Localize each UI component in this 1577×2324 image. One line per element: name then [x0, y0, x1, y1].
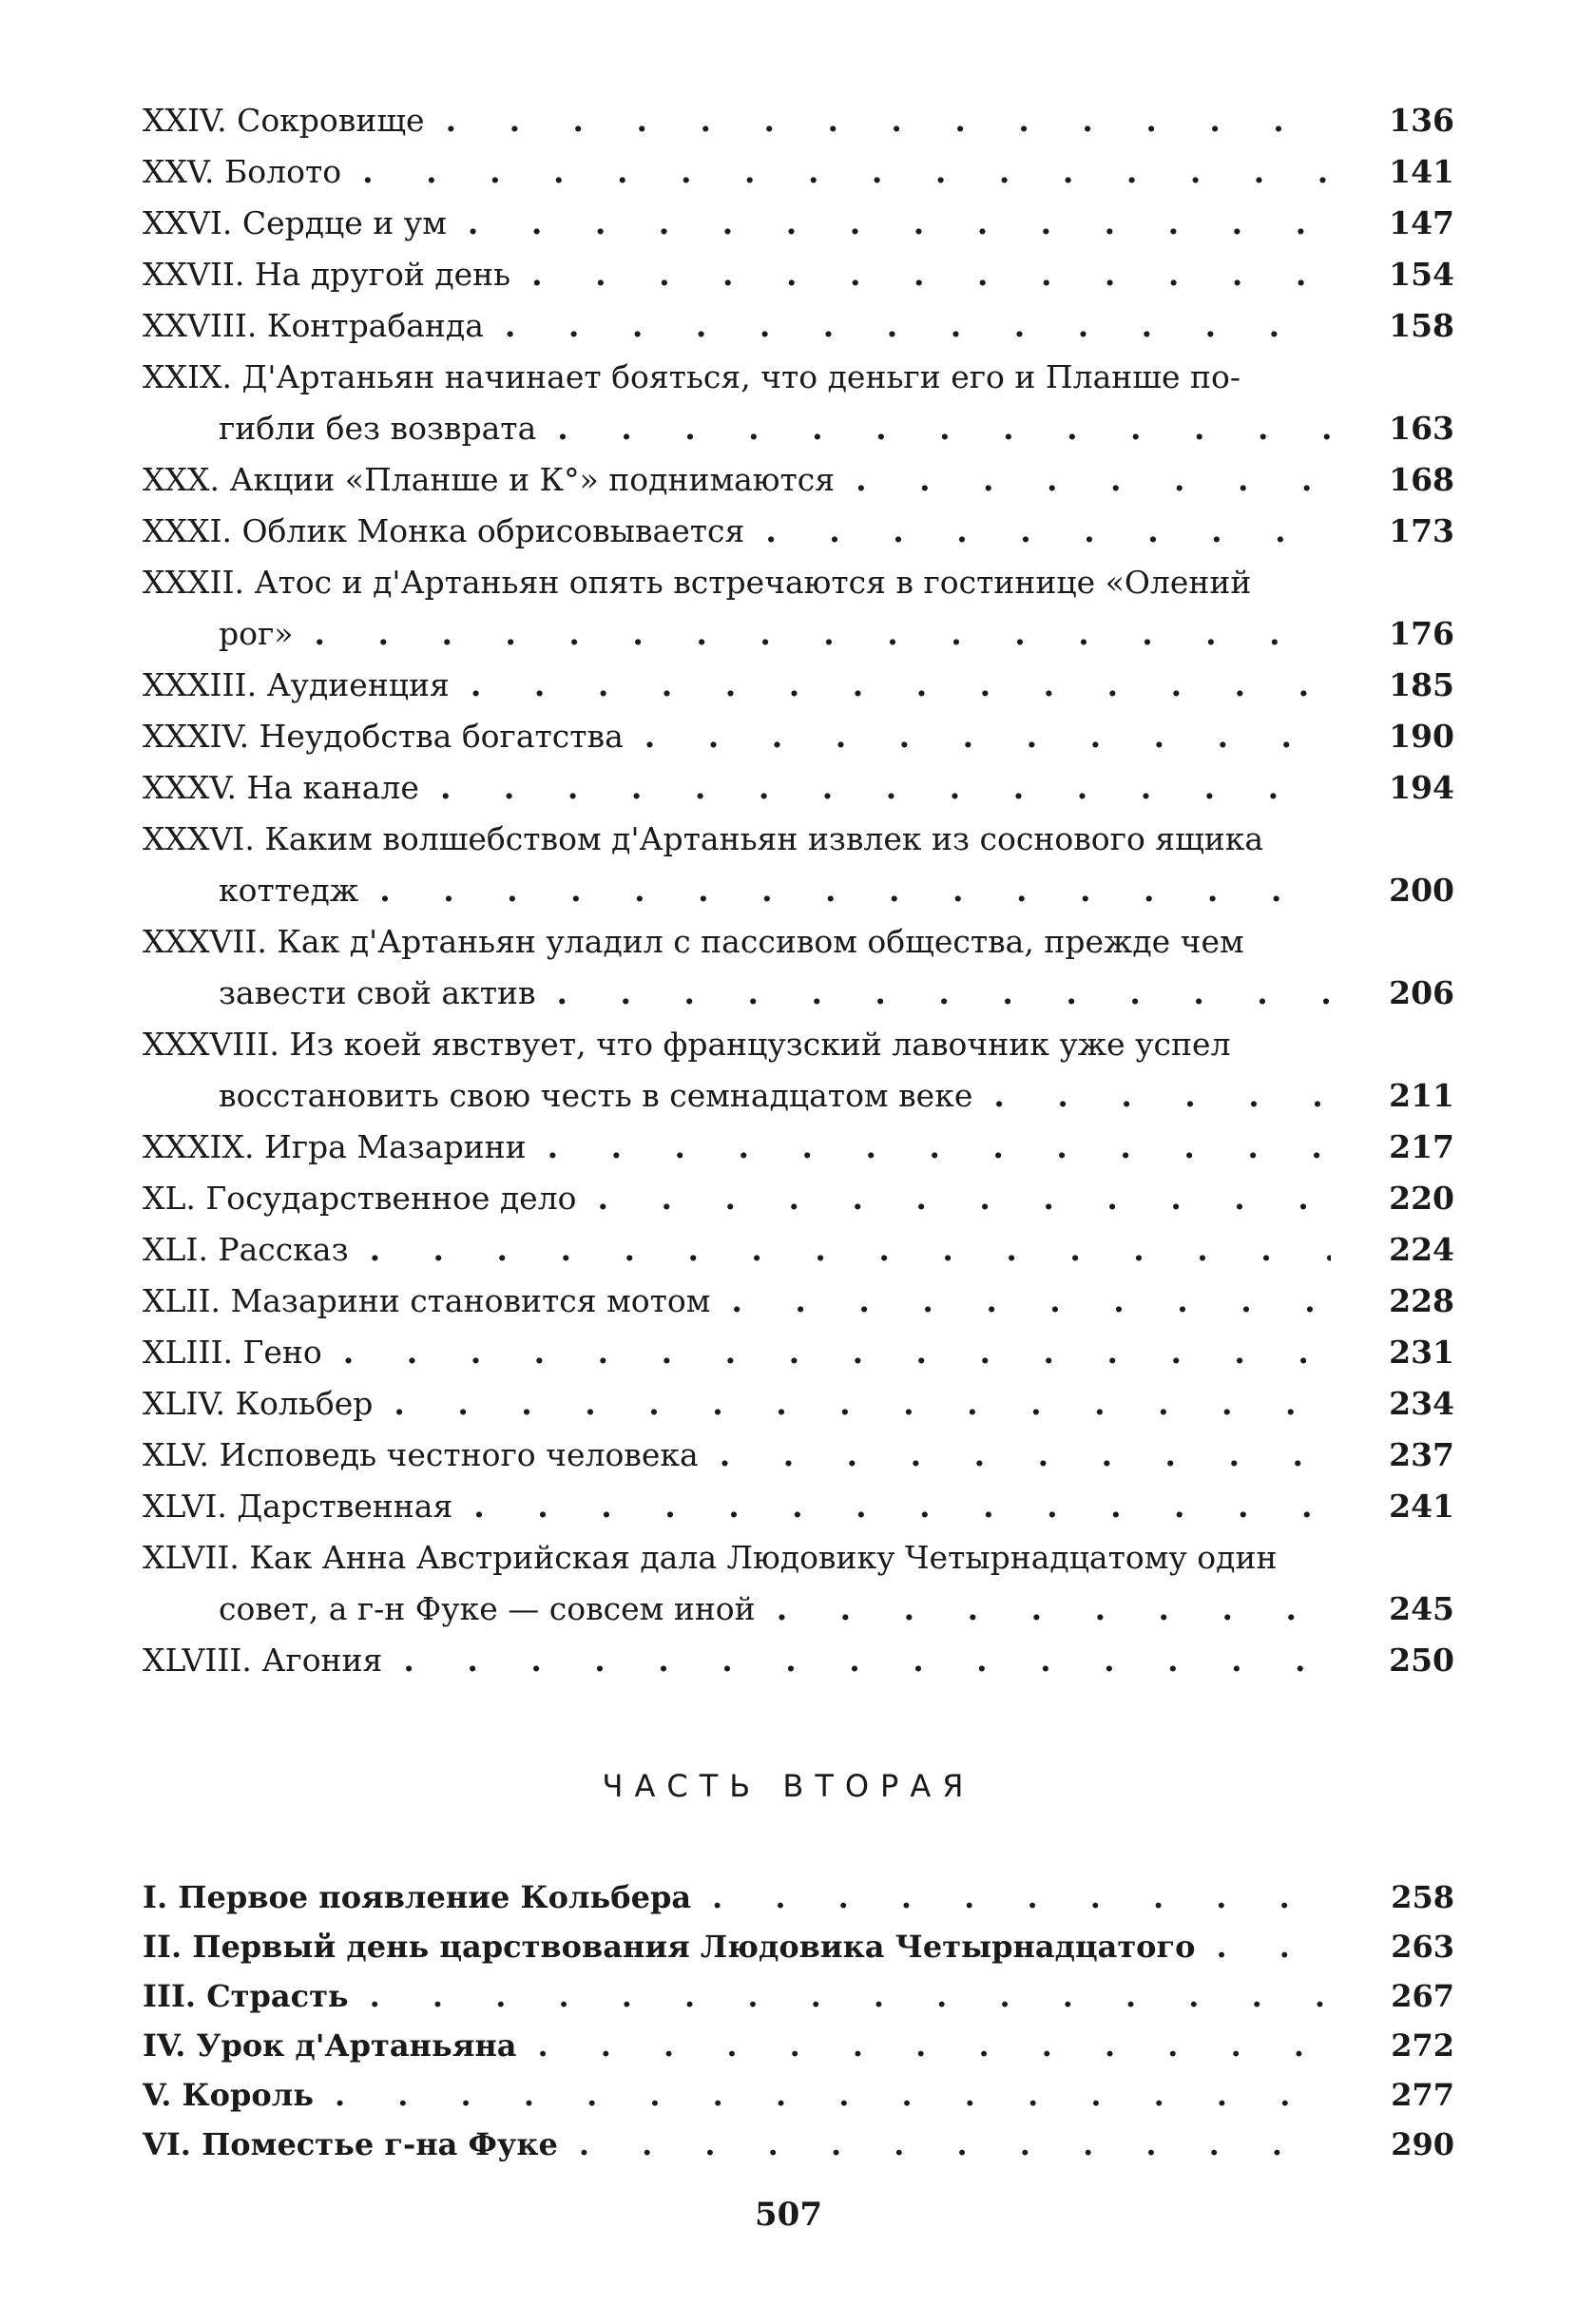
entry-page: 176: [1389, 615, 1454, 652]
dot-leader: [536, 968, 1331, 1019]
part-heading: ЧАСТЬ ВТОРАЯ: [602, 1768, 975, 1804]
entry-page: 154: [1389, 256, 1454, 293]
toc-entry: [143, 916, 1454, 1019]
entry-page: 190: [1389, 718, 1454, 755]
entry-page: 147: [1389, 204, 1454, 241]
entry-title-continuation: гибли без возврата: [219, 410, 537, 447]
entry-title: XLI. Рассказ: [143, 1231, 349, 1268]
entry-title: V. Король: [143, 2077, 314, 2113]
dot-leader: [349, 1224, 1331, 1276]
entry-title: XXX. Акции «Планше и К°» поднимаются: [143, 461, 836, 498]
entry-title: XXV. Болото: [143, 153, 342, 190]
entry-page: 231: [1389, 1334, 1454, 1371]
toc-entry: [143, 1430, 1454, 1481]
toc-entry: [143, 454, 1454, 506]
entry-title: III. Страсть: [143, 1978, 349, 2014]
dot-leader: [452, 1481, 1331, 1532]
entry-title: XXXIX. Игра Мазарини: [143, 1128, 527, 1165]
dot-leader: [972, 1070, 1331, 1122]
toc-entry: [143, 762, 1454, 814]
entry-title: XXXI. Облик Монка обрисовывается: [143, 512, 745, 549]
toc-entry: [143, 1276, 1454, 1327]
dot-leader: [341, 146, 1331, 198]
toc-entry: [143, 1224, 1454, 1276]
toc-entry: [143, 814, 1454, 916]
toc-entry: [143, 2120, 1454, 2169]
dot-leader: [536, 403, 1331, 454]
dot-leader: [322, 1327, 1331, 1378]
entry-title: XLII. Мазарини становится мотом: [143, 1282, 711, 1319]
toc-entry: [143, 1378, 1454, 1430]
entry-page: 267: [1391, 1978, 1454, 2014]
entry-page: 228: [1389, 1282, 1454, 1319]
toc-entry: [143, 1532, 1454, 1635]
entry-title: XXXVIII. Из коей явствует, что французский лавочник уже успел: [143, 1026, 1231, 1063]
entry-page: 245: [1389, 1590, 1454, 1627]
entry-title-continuation: рог»: [219, 615, 294, 652]
entry-title-continuation: совет, а г-н Фуке — совсем иной: [219, 1590, 756, 1627]
entry-page: 234: [1389, 1385, 1454, 1422]
entry-title: XXIV. Сокровище: [143, 102, 425, 139]
entry-page: 263: [1391, 1929, 1454, 1965]
dot-leader: [756, 1584, 1331, 1635]
toc-entry: [143, 711, 1454, 762]
dot-leader: [691, 1873, 1331, 1922]
dot-leader: [710, 1276, 1331, 1327]
entry-title: XXXIII. Аудиенция: [143, 666, 450, 703]
entry-page: 224: [1389, 1231, 1454, 1268]
entry-title: XXXV. На канале: [143, 769, 419, 806]
entry-title: XL. Государственное дело: [143, 1180, 577, 1217]
toc-entry: [143, 1922, 1454, 1971]
dot-leader: [510, 249, 1331, 300]
entry-page: 200: [1389, 872, 1454, 909]
dot-leader: [450, 660, 1331, 711]
entry-page: 168: [1389, 461, 1454, 498]
entry-page: 163: [1389, 410, 1454, 447]
entry-title: XXXII. Атос и д'Артаньян опять встречаются в гостинице «Олений: [143, 564, 1252, 601]
dot-leader: [744, 506, 1331, 557]
entry-title: IV. Урок д'Артаньяна: [143, 2027, 517, 2064]
dot-leader: [835, 454, 1331, 506]
dot-leader: [293, 608, 1331, 660]
entry-title: XXVIII. Контрабанда: [143, 307, 484, 344]
entry-title: XLIII. Гено: [143, 1334, 322, 1371]
toc-entry: [143, 1122, 1454, 1173]
toc-entry: [143, 2021, 1454, 2070]
entry-page: 237: [1389, 1436, 1454, 1473]
toc-entry: [143, 95, 1454, 146]
toc-entry: [143, 557, 1454, 660]
toc-entry: [143, 660, 1454, 711]
entry-title: XLVI. Дарственная: [143, 1488, 453, 1525]
entry-title: XXVI. Сердце и ум: [143, 204, 447, 241]
entry-title: XXXIV. Неудобства богатства: [143, 718, 624, 755]
entry-title: XLVIII. Агония: [143, 1642, 383, 1679]
toc-entry: [143, 1019, 1454, 1122]
toc-entry: [143, 1327, 1454, 1378]
entry-page: 158: [1389, 307, 1454, 344]
dot-leader: [577, 1173, 1331, 1224]
entry-page: 272: [1391, 2027, 1454, 2064]
entry-title-continuation: коттедж: [219, 872, 359, 909]
toc-entry: [143, 506, 1454, 557]
dot-leader: [314, 2070, 1331, 2120]
dot-leader: [447, 198, 1331, 249]
toc-entry: [143, 146, 1454, 198]
entry-page: 141: [1389, 153, 1454, 190]
toc-entry: [143, 249, 1454, 300]
entry-page: 211: [1389, 1077, 1454, 1114]
dot-leader: [373, 1378, 1331, 1430]
dot-leader: [699, 1430, 1331, 1481]
entry-title-continuation: завести свой актив: [219, 974, 536, 1011]
entry-title: XXIX. Д'Артаньян начинает бояться, что деньги его и Планше по-: [143, 358, 1240, 395]
entry-page: 258: [1391, 1879, 1454, 1915]
entry-title: XLIV. Кольбер: [143, 1385, 374, 1422]
dot-leader: [1195, 1922, 1331, 1971]
entry-page: 290: [1391, 2126, 1454, 2162]
toc-entry: [143, 1873, 1454, 1922]
entry-title: XXXVII. Как д'Артаньян уладил с пассивом общества, прежде чем: [143, 923, 1244, 960]
dot-leader: [558, 2120, 1331, 2169]
entry-title: II. Первый день царствования Людовика Четырнадцатого: [143, 1929, 1196, 1965]
entry-title: XLV. Исповедь честного человека: [143, 1436, 699, 1473]
toc-entry: [143, 352, 1454, 454]
toc-part-one: [143, 95, 1454, 1686]
toc-entry: [143, 1971, 1454, 2021]
dot-leader: [358, 865, 1331, 916]
toc-entry: [143, 1481, 1454, 1532]
page-number: 507: [755, 2196, 822, 2234]
entry-page: 250: [1389, 1642, 1454, 1679]
entry-title: XXXVI. Каким волшебством д'Артаньян извлек из соснового ящика: [143, 820, 1264, 857]
entry-page: 277: [1391, 2077, 1454, 2113]
entry-page: 217: [1389, 1128, 1454, 1165]
toc-entry: [143, 300, 1454, 352]
dot-leader: [624, 711, 1331, 762]
entry-page: 173: [1389, 512, 1454, 549]
entry-title: VI. Поместье г-на Фуке: [143, 2126, 558, 2162]
toc-part-two: [143, 1873, 1454, 2169]
dot-leader: [425, 95, 1331, 146]
toc-entry: [143, 1173, 1454, 1224]
dot-leader: [516, 2021, 1331, 2070]
toc-entry: [143, 2070, 1454, 2120]
dot-leader: [349, 1971, 1331, 2021]
entry-title: XLVII. Как Анна Австрийская дала Людовику Четырнадцатому один: [143, 1539, 1278, 1576]
entry-title-continuation: восстановить свою честь в семнадцатом веке: [219, 1077, 973, 1114]
entry-page: 185: [1389, 666, 1454, 703]
dot-leader: [382, 1635, 1331, 1686]
toc-entry: [143, 198, 1454, 249]
entry-title: XXVII. На другой день: [143, 256, 511, 293]
entry-title: I. Первое появление Кольбера: [143, 1879, 692, 1915]
entry-page: 136: [1389, 102, 1454, 139]
entry-page: 220: [1389, 1180, 1454, 1217]
toc-entry: [143, 1635, 1454, 1686]
dot-leader: [484, 300, 1331, 352]
entry-page: 206: [1389, 974, 1454, 1011]
dot-leader: [527, 1122, 1331, 1173]
entry-page: 241: [1389, 1488, 1454, 1525]
dot-leader: [419, 762, 1331, 814]
entry-page: 194: [1389, 769, 1454, 806]
